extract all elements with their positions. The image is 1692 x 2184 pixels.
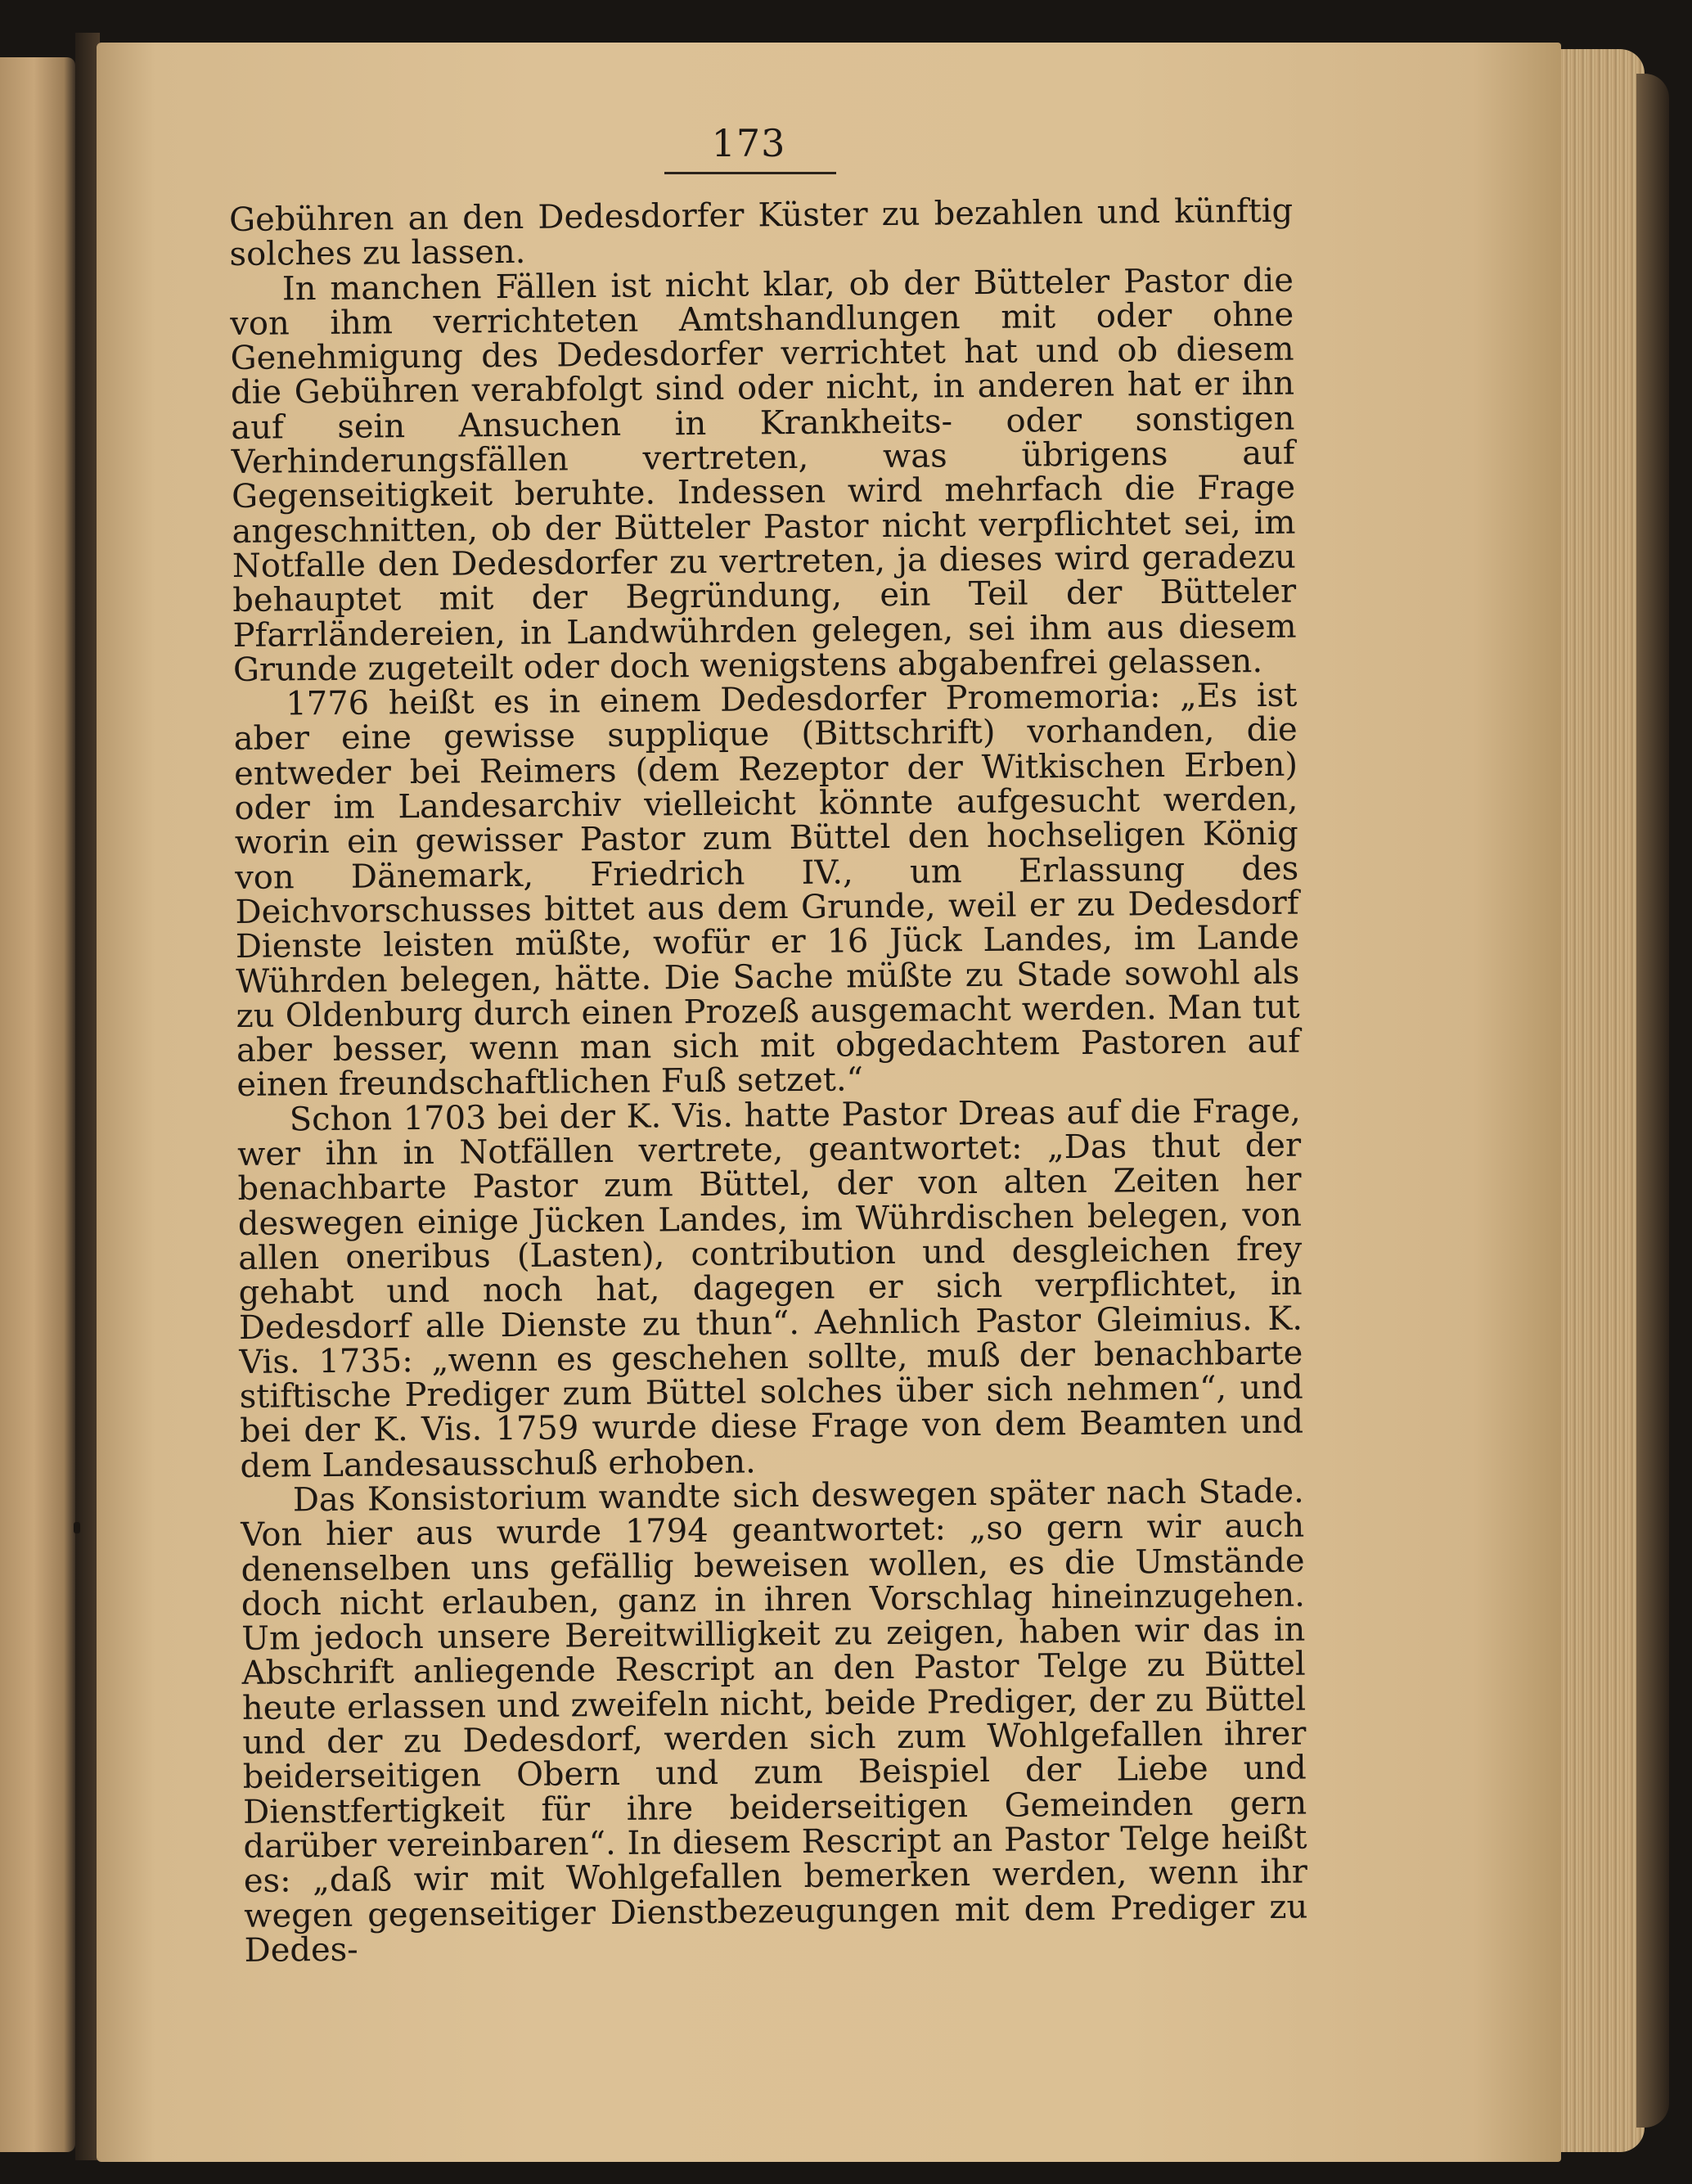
paragraph-2: In manchen Fällen ist nicht klar, ob der Bütteler Pastor die von ihm verrichteten Amtshandlungen mit oder ohne Genehmigung des Dedesdorfer verrichtet hat und ob diesem die Gebühren verabfolgt sind oder nicht, in anderen hat er ihn auf sein Ansuchen in Krankheits- oder sonstigen Verhinderungsfällen vertreten, was übrigens auf Gegenseitigkeit beruhte. Indessen wird mehrfach die Frage angeschnitten, ob der Bütteler Pastor nicht verpflichtet sei, im Notfalle den Dedesdorfer zu vertreten, ja dieses wird geradezu behauptet mit der Begründung, ein Teil der Bütteler Pfarrländereien, in Landwührden gelegen, sei ihm aus diesem Grunde zugeteilt oder doch wenigstens abgabenfrei gelassen. <box>230 261 1297 689</box>
book-cover-shadow <box>1636 74 1669 2128</box>
paragraph-3: 1776 heißt es in einem Dedesdorfer Promemoria: „Es ist aber eine gewisse supplique (Bittschrift) vorhanden, die entweder bei Reimers (dem Rezeptor der Witkischen Erben) oder im Landesarchiv vielleicht könnte aufgesucht werden, worin ein gewisser Pastor zum Büttel den hochseligen König von Dänemark, Friedrich IV., um Erlassung des Deichvorschusses bittet aus dem Grunde, weil er zu Dedesdorf Dienste leisten müßte, wofür er 16 Jück Landes, im Lande Wührden belegen, hätte. Die Sache müßte zu Stade sowohl als zu Oldenburg durch einen Prozeß ausgemacht werden. Man tut aber besser, wenn man sich mit obgedachtem Pastoren auf einen freundschaftlichen Fuß setzet.“ <box>233 676 1301 1105</box>
body-text <box>228 191 1308 1970</box>
paragraph-4: Schon 1703 bei der K. Vis. hatte Pastor Dreas auf die Frage, wer ihn in Notfällen vertrete, geantwortet: „Das thut der benachbarte Pastor zum Büttel, der von alten Zeiten her deswegen einige Jücken Landes, im Wührdischen belegen, von allen oneribus (Lasten), contribution und desgleichen frey gehabt und noch hat, dagegen er sich verpflichtet, in Dedesdorf alle Dienste zu thun“. Aehnlich Pastor Gleimius. K. Vis. 1735: „wenn es geschehen sollte, muß der benachbarte stiftische Prediger zum Büttel solches über sich nehmen“, und bei der K. Vis. 1759 wurde diese Frage von dem Beamten und dem Landesausschuß erhoben. <box>236 1092 1304 1485</box>
paragraph-1: Gebühren an den Dedesdorfer Küster zu bezahlen und künftig solches zu lassen. <box>228 191 1294 274</box>
facing-page-edge <box>0 57 75 2152</box>
page-number: 173 <box>711 121 786 165</box>
page-block-edges <box>1555 49 1645 2152</box>
margin-spot <box>74 1522 80 1533</box>
page-number-rule <box>664 172 836 174</box>
paragraph-5: Das Konsistorium wandte sich deswegen später nach Stade. Von hier aus wurde 1794 geantwortet: „so gern wir auch denenselben uns gefällig beweisen wollen, es die Umstände doch nicht erlauben, ganz in ihren Vorschlag hineinzugehen. Um jedoch unsere Bereitwilligkeit zu zeigen, haben wir das in Abschrift anliegende Rescript an den Pastor Telge zu Büttel heute erlassen und zweifeln nicht, beide Prediger, der zu Büttel und der zu Dedesdorf, werden sich zum Wohlgefallen ihrer beiderseitigen Obern und zum Beispiel der Liebe und Dienstfertigkeit für ihre beiderseitigen Gemeinden gern darüber vereinbaren“. In diesem Rescript an Pastor Telge heißt es: „daß wir mit Wohlgefallen bemerken werden, wenn ihr wegen gegenseitiger Dienstbezeugungen mit dem Prediger zu Dedes- <box>241 1472 1308 1970</box>
